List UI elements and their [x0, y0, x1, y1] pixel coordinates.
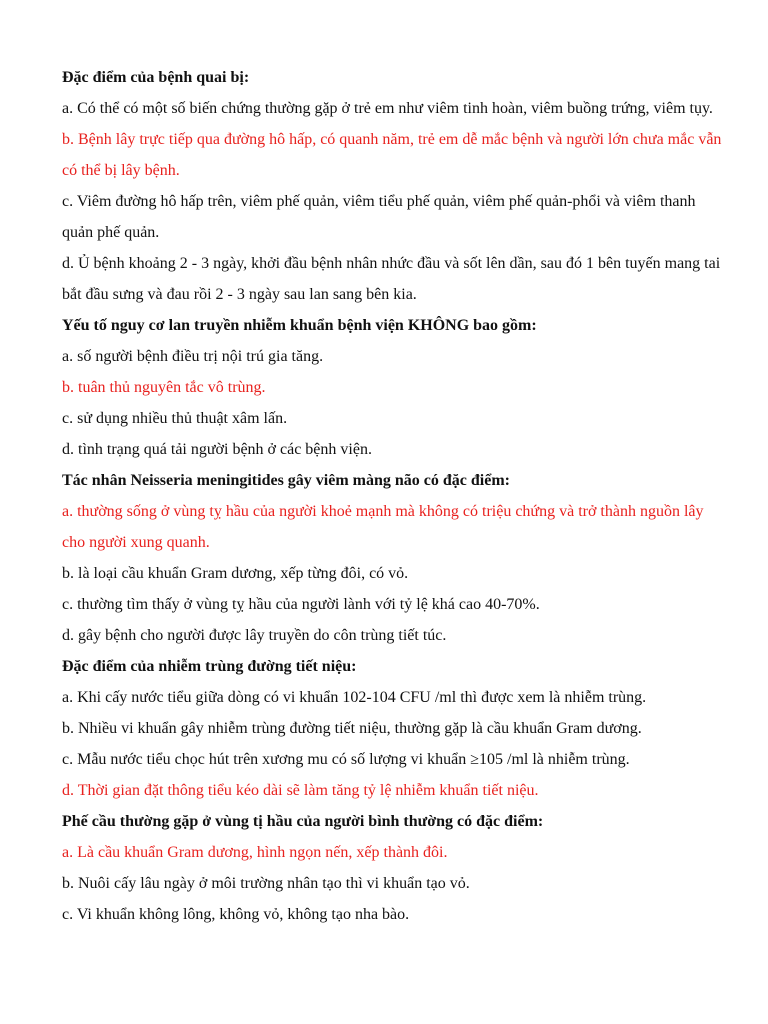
- question-text: Đặc điểm của nhiễm trùng đường tiết niệu:: [62, 658, 357, 675]
- answer-option-correct: b. tuân thủ nguyên tắc vô trùng.: [62, 379, 266, 396]
- answer-option: c. thường tìm thấy ở vùng tỵ hầu của người lành với tỷ lệ khá cao 40-70%.: [62, 596, 540, 613]
- document-page: [62, 62, 727, 930]
- question-text: Tác nhân Neisseria meningitides gây viêm màng não có đặc điểm:: [62, 472, 510, 489]
- question-block: [62, 651, 727, 806]
- answer-option: c. Vi khuẩn không lông, không vỏ, không tạo nha bào.: [62, 906, 410, 923]
- answer-option-correct: d. Thời gian đặt thông tiểu kéo dài sẽ làm tăng tỷ lệ nhiễm khuẩn tiết niệu.: [62, 782, 539, 799]
- answer-option: d. tình trạng quá tải người bệnh ở các bệnh viện.: [62, 441, 372, 458]
- answer-option-correct: a. Là cầu khuẩn Gram dương, hình ngọn nến, xếp thành đôi.: [62, 844, 448, 861]
- question-text: Đặc điểm của bệnh quai bị:: [62, 69, 250, 86]
- answer-option: d. Ủ bệnh khoảng 2 - 3 ngày, khởi đầu bệnh nhân nhức đầu và sốt lên dần, sau đó 1 bên tuyến mang tai bắt đầu sưng và đau rồi 2 - 3 ngày sau lan sang bên kia.: [62, 255, 721, 303]
- question-block: [62, 310, 727, 465]
- answer-option: a. số người bệnh điều trị nội trú gia tăng.: [62, 348, 324, 365]
- answer-option: c. sử dụng nhiều thủ thuật xâm lấn.: [62, 410, 288, 427]
- answer-option: a. Có thể có một số biến chứng thường gặp ở trẻ em như viêm tinh hoàn, viêm buồng trứng, viêm tụy.: [62, 100, 713, 117]
- answer-option: b. là loại cầu khuẩn Gram dương, xếp từng đôi, có vỏ.: [62, 565, 409, 582]
- question-text: Yếu tố nguy cơ lan truyền nhiễm khuẩn bệnh viện KHÔNG bao gồm:: [62, 317, 537, 334]
- answer-option: c. Mẫu nước tiểu chọc hút trên xương mu có số lượng vi khuẩn ≥105 /ml là nhiễm trùng.: [62, 751, 630, 768]
- answer-option-correct: b. Bệnh lây trực tiếp qua đường hô hấp, có quanh năm, trẻ em dễ mắc bệnh và người lớn chưa mắc vẫn có thể bị lây bệnh.: [62, 131, 722, 179]
- answer-option: b. Nuôi cấy lâu ngày ở môi trường nhân tạo thì vi khuẩn tạo vỏ.: [62, 875, 470, 892]
- question-block: [62, 465, 727, 651]
- answer-option: d. gây bệnh cho người được lây truyền do côn trùng tiết túc.: [62, 627, 447, 644]
- question-text: Phế cầu thường gặp ở vùng tị hầu của người bình thường có đặc điểm:: [62, 813, 544, 830]
- answer-option: b. Nhiều vi khuẩn gây nhiễm trùng đường tiết niệu, thường gặp là cầu khuẩn Gram dương.: [62, 720, 642, 737]
- answer-option-correct: a. thường sống ở vùng tỵ hầu của người khoẻ mạnh mà không có triệu chứng và trở thành nguồn lây cho người xung quanh.: [62, 503, 704, 551]
- question-block: [62, 62, 727, 310]
- question-block: [62, 806, 727, 930]
- answer-option: c. Viêm đường hô hấp trên, viêm phế quản, viêm tiểu phế quản, viêm phế quản-phổi và viêm thanh quản phế quản.: [62, 193, 696, 241]
- answer-option: a. Khi cấy nước tiểu giữa dòng có vi khuẩn 102-104 CFU /ml thì được xem là nhiễm trùng.: [62, 689, 647, 706]
